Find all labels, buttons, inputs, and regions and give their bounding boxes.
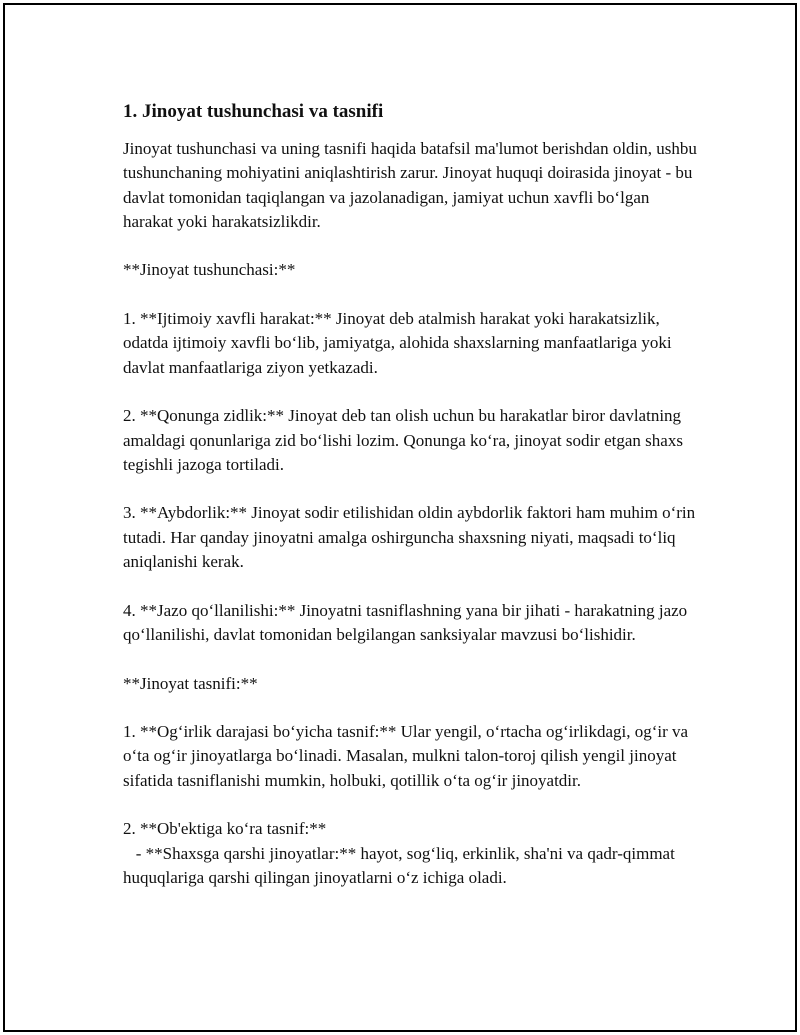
- paragraph-gap: [123, 696, 703, 720]
- document-title: 1. Jinoyat tushunchasi va tasnifi: [123, 101, 384, 122]
- concept-item-1: 1. **Ijtimoiy xavfli harakat:** Jinoyat deb atalmish harakat yoki harakatsizlik, odatda ijtimoiy xavfli bo‘lib, jamiyatga, alohida shaxslarning manfaatlariga yoki davlat manfaatlariga ziyon yetkazadi.: [123, 309, 676, 377]
- paragraph-gap: [123, 380, 703, 404]
- intro-paragraph: Jinoyat tushunchasi va uning tasnifi haqida batafsil ma'lumot berishdan oldin, ushbu tushunchaning mohiyatini aniqlashtirish zarur. Jinoyat huquqi doirasida jinoyat - bu davlat tomonidan taqiqlangan va jazolanadigan, jamiyat uchun xavfli bo‘lgan harakat yoki harakatsizlikdir.: [123, 139, 702, 231]
- paragraph-gap: [123, 234, 703, 258]
- page-frame: [3, 3, 797, 1032]
- paragraph-gap: [123, 793, 703, 817]
- concept-item-3: 3. **Aybdorlik:** Jinoyat sodir etilishidan oldin aybdorlik faktori ham muhim o‘rin tutadi. Har qanday jinoyatni amalga oshirguncha shaxsning niyati, maqsadi to‘liq aniqlanishi kerak.: [123, 503, 700, 572]
- classification-item-2: 2. **Ob'ektiga ko‘ra tasnif:** - **Shaxsga qarshi jinoyatlar:** hayot, sog‘liq, erkinlik, sha'ni va qadr-qimmat huquqlariga qarshi qilingan jinoyatlarni o‘z ichiga oladi.: [123, 819, 675, 887]
- concept-item-4: 4. **Jazo qo‘llanilishi:** Jinoyatni tasniflashning yana bir jihati - harakatning jazo qo‘llanilishi, davlat tomonidan belgilangan sanksiyalar mavzusi bo‘lishidir.: [123, 600, 692, 644]
- paragraph-gap: [123, 574, 703, 598]
- document-body: [123, 99, 703, 890]
- paragraph-gap: [123, 283, 703, 307]
- paragraph-gap: [123, 647, 703, 671]
- section-heading-classification: **Jinoyat tasnifi:**: [123, 673, 258, 693]
- section-heading-concept: **Jinoyat tushunchasi:**: [123, 260, 296, 280]
- concept-item-2: 2. **Qonunga zidlik:** Jinoyat deb tan olish uchun bu harakatlar biror davlatning amaldagi qonunlariga zid bo‘lishi lozim. Qonunga ko‘ra, jinoyat sodir etgan shaxs tegishli jazoga tortiladi.: [123, 406, 688, 474]
- paragraph-gap: [123, 477, 703, 501]
- classification-item-1: 1. **Og‘irlik darajasi bo‘yicha tasnif:** Ular yengil, o‘rtacha og‘irlikdagi, og‘ir va o‘ta og‘ir jinoyatlarga bo‘linadi. Masalan, mulkni talon-toroj qilish yengil jinoyat sifatida tasniflanishi mumkin, holbuki, qotillik o‘ta og‘ir jinoyatdir.: [123, 722, 693, 790]
